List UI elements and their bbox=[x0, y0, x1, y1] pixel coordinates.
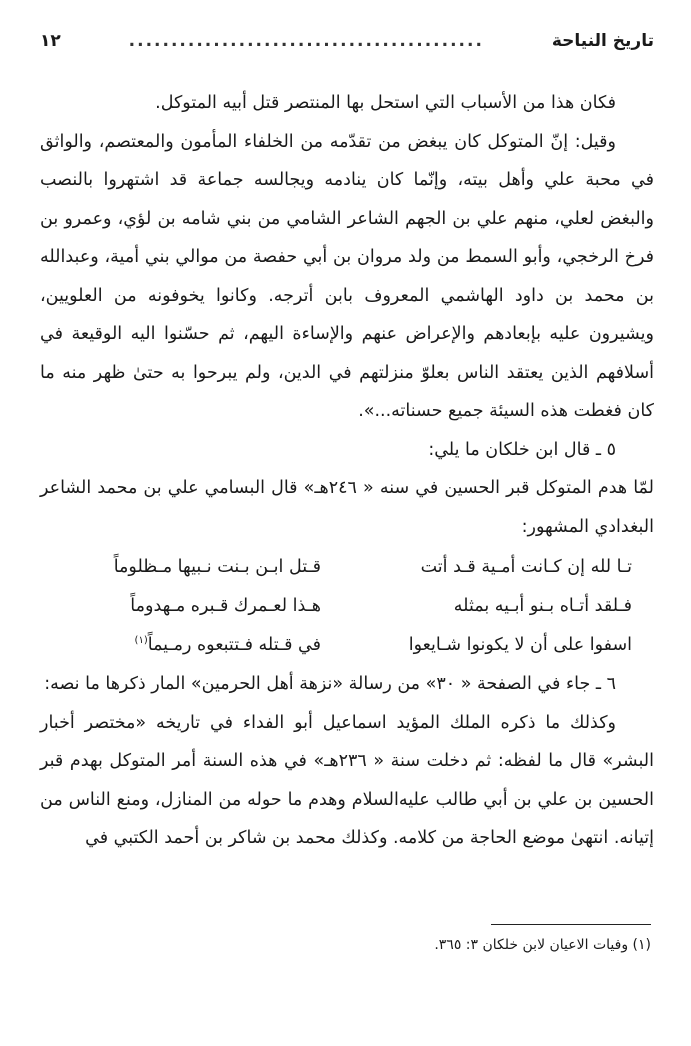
page bbox=[40, 28, 654, 858]
poem-line bbox=[40, 626, 654, 665]
paragraph-1: فكان هذا من الأسباب التي استحل بها المنتصر قتل أبيه المتوكل. bbox=[155, 93, 616, 113]
book-title: تاريخ النياحة bbox=[551, 31, 654, 51]
running-header bbox=[40, 28, 654, 56]
paragraph-3: ٥ ـ قال ابن خلكان ما يلي: bbox=[428, 439, 616, 460]
body-text bbox=[40, 84, 654, 858]
poem-hemistich-first: فـلقد أتـاه بـنو أبـيه بمثله bbox=[453, 596, 632, 616]
footnote-reference[interactable]: (١) bbox=[134, 635, 148, 647]
paragraph-5: ٦ ـ جاء في الصفحة « ٣٠» من رسالة «نزهة أهل الحرمين» المار ذكرها ما نصه: bbox=[44, 674, 616, 694]
paragraph-4: لمّا هدم المتوكل قبر الحسين في سنه « ٢٤٦هـ» قال البسامي علي بن محمد الشاعر البغدادي المشهور: bbox=[40, 478, 655, 537]
poem bbox=[40, 548, 654, 665]
paragraph-6: وكذلك ما ذكره الملك المؤيد اسماعيل أبو الفداء في تاريخه «مختصر أخبار البشر» قال ما لفظه: ثم دخلت سنة « ٢٣٦هـ» في هذه السنة أمر المتوكل بهدم قبر الحسين بن علي بن أبي طالب عليه‌السلام وهدم ما حوله من المنازل، ومنع الناس من إتيانه. انتهىٰ موضع الحاجة من كلامه. وكذلك محمد بن شاكر بن أحمد الكتبي في bbox=[40, 712, 654, 848]
poem-hemistich-second: قـتل ابـن بـنت نـبيها مـظلوماً bbox=[113, 557, 321, 577]
footnote: (١) وفيات الاعيان لابن خلكان ٣: ٣٦٥. bbox=[434, 937, 651, 953]
footnote-divider bbox=[491, 924, 651, 925]
poem-hemistich-first: اسفوا على أن لا يكونوا شـايعوا bbox=[408, 635, 632, 655]
poem-line bbox=[40, 587, 654, 626]
poem-line bbox=[40, 548, 654, 587]
poem-hemistich-second: في قـتله فـتتبعوه رمـيماً bbox=[147, 635, 321, 655]
header-dot-leader: .......................................... bbox=[128, 31, 484, 51]
poem-hemistich-first: تـا لله إن كـانت أمـية قـد أتت bbox=[420, 557, 632, 577]
poem-hemistich-second: هـذا لعـمرك قـبره مـهدوماً bbox=[130, 596, 321, 616]
paragraph-2: وقيل: إنّ المتوكل كان يبغض من تقدّمه من الخلفاء المأمون والمعتصم، والواثق في محبة علي وأهل بيته، وإنّما كان ينادمه ويجالسه جماعة قد اشتهروا بالنصب والبغض لعلي، منهم علي بن الجهم الشاعر الشامي من بني شامه بن لؤي، وعمرو بن فرخ الرخجي، وأبو السمط من ولد مروان بن أبي حفصة من موالي بني أمية، وعبدالله بن محمد بن داود الهاشمي المعروف بابن أترجه. وكانوا يخوفونه من العلويين، ويشيرون عليه بإبعادهم والإعراض عنهم والإساءة اليهم، ثم حسّنوا اليه الوقيعة في أسلافهم الذين يعتقد الناس بعلوّ منزلتهم في الدين، ولم يبرحوا به حتىٰ ظهر منه ما كان فغطت هذه السيئة جميع حسناته...». bbox=[40, 131, 654, 421]
poem-hemistich-second-with-ref bbox=[50, 626, 361, 665]
page-number: ١٢ bbox=[40, 31, 61, 51]
